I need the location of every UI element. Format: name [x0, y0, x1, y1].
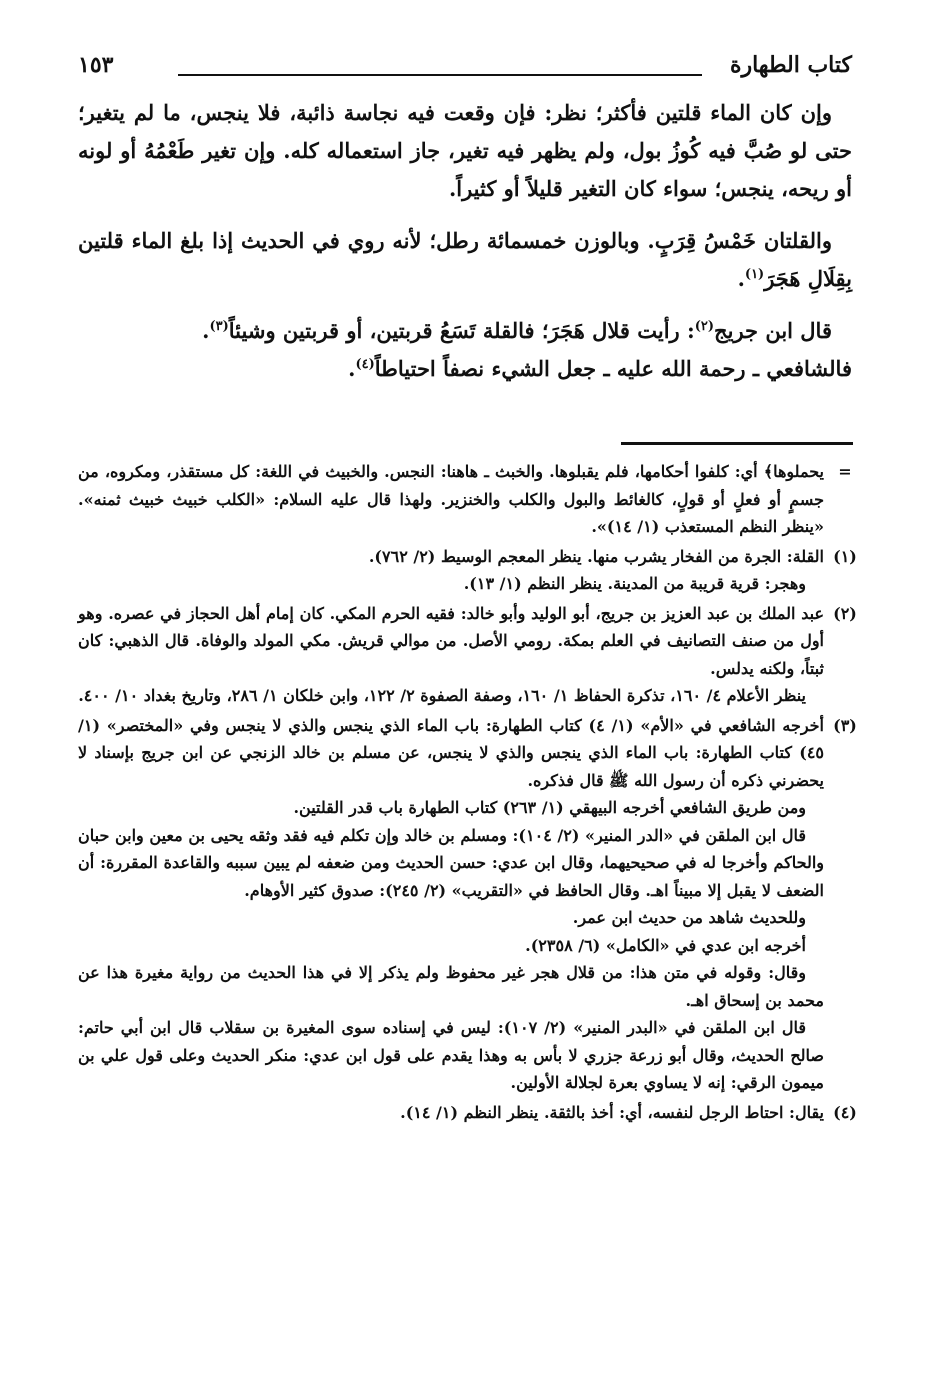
paragraph-2-text: والقلتان خَمْسُ قِرَبٍ. وبالوزن خمسمائة رطل؛ لأنه روي في الحديث إذا بلغ الماء قلتين بِقِلَالِ هَجَرَ [78, 228, 852, 291]
footnote-line: ينظر الأعلام ٤/ ١٦٠، تذكرة الحفاظ ١/ ١٦٠، وصفة الصفوة ٢/ ١٢٢، وابن خلكان ١/ ٢٨٦، وتاريخ بغداد ١٠/ ٤٠٠. [78, 686, 806, 705]
paragraph-3 [78, 312, 852, 388]
footnote-separator [621, 442, 853, 445]
paragraph-3-text: قال ابن جريج [714, 318, 832, 343]
main-text [78, 94, 852, 402]
page-number: ١٥٣ [78, 52, 114, 78]
paragraph-4-end: . [348, 356, 356, 381]
running-header [78, 52, 852, 86]
footnote-line: قال ابن الملقن في «البدر المنير» (٢/ ١٠٧): ليس في إسناده سوى المغيرة بن سقلاب قال ابن أبي حاتم: صالح الحديث، وقال أبو زرعة جزري لا بأس به وهذا يقدم على قول ابن عدي: منكر الحديث وعلى قول علي بن ميمون الرقي: إنه لا يساوي بعرة لجلالة الأولين. [78, 1018, 825, 1092]
footnote-1-marker: (١) [833, 546, 857, 566]
footnote-4 [78, 1099, 857, 1127]
footnote-ref-3[interactable]: (٣) [209, 319, 229, 334]
paragraph-2: والقلتان خَمْسُ قِرَبٍ. وبالوزن خمسمائة رطل؛ لأنه روي في الحديث إذا بلغ الماء قلتين بِقِلَالِ هَجَرَ$^{(١)}$. [78, 228, 852, 291]
chapter-title: كتاب الطهارة [729, 52, 852, 78]
footnote-line: القلة: الجرة من الفخار يشرب منها. ينظر المعجم الوسيط (٢/ ٧٦٢). [368, 546, 824, 566]
footnote-line: عبد الملك بن عبد العزيز بن جريج، أبو الوليد وأبو خالد: فقيه الحرم المكي. كان إمام أهل الحجاز في عصره. وهو أول من صنف التصانيف في العلم بمكة. رومي الأصل. من موالي قريش. مكي المولد والوفاة. قال الذهبي: كان ثبتاً، ولكنه يدلس. [78, 603, 824, 678]
paragraph-3-quote: : رأيت قلال هَجَرَ؛ فالقلة تَسَعُ قربتين، أو قربتين وشيئاً [228, 318, 695, 343]
footnote-ref-1[interactable]: (١) [744, 267, 765, 282]
footnotes-section [78, 458, 857, 1128]
footnote-ref-4[interactable]: (٤) [355, 357, 375, 372]
footnote-2 [78, 600, 857, 710]
footnote-4-marker: (٤) [833, 1102, 857, 1122]
footnote-2-marker: (٢) [833, 603, 857, 623]
footnote-line: أخرجه الشافعي في «الأم» (١/ ٤) كتاب الطهارة: باب الماء الذي ينجس والذي لا ينجس وفي «المختصر» (١/ ٤٥) كتاب الطهارة: باب الماء الذي ينجس والذي لا ينجس، عن مسلم بن خالد الزنجي عن ابن جريج بإسناد لا يحضرني ذكره أن رسول الله ﷺ قال فذكره. [78, 715, 825, 790]
footnote-line: وقال: وقوله في متن هذا: من قلال هجر غير محفوظ ولم يذكر إلا في هذا الحديث من رواية مغيرة هذا عن محمد بن إسحاق اهـ. [78, 963, 824, 1010]
footnote-line: قال ابن الملقن في «الدر المنير» (٢/ ١٠٤): ومسلم بن خالد وإن تكلم فيه فقد وثقه يحيى بن معين وابن حبان والحاكم وأخرجا له في صحيحيهما، وقال ابن عدي: حسن الحديث ومن ضعفه لم يبين سببه والقاعدة المقررة: أن الضعف لا يقبل إلا مبيناً اهـ. وقال الحافظ في «التقريب» (٢/ ٢٤٥): صدوق كثير الأوهام. [78, 825, 824, 900]
footnote-line: ومن طريق الشافعي أخرجه البيهقي (١/ ٢٦٣) كتاب الطهارة باب قدر القلتين. [293, 798, 806, 817]
continuation-marker: = [838, 462, 852, 481]
header-rule [178, 74, 702, 76]
paragraph-3-end: . [202, 318, 210, 343]
footnote-line: وهجر: قرية قريبة من المدينة. ينظر النظم (١/ ١٣). [463, 574, 806, 593]
paragraph-1 [78, 94, 852, 208]
footnote-line: يحملوها﴾ أي: كلفوا أحكامها، فلم يقبلوها. والخبث ـ هاهنا: النجس. والخبيث في اللغة: كل مستقذر، ومكروه، من جسمٍ أو فعلٍ أو قولٍ، كالغائط والبول والكلب والخنزير. ولهذا قال عليه السلام: «الكلب خبيث خبيث ثمنه». «ينظر النظم المستعذب (١/ ١٤)». [78, 462, 824, 536]
paragraph-1-text: وإن كان الماء قلتين فأكثر؛ نظر: فإن وقعت فيه نجاسة ذائبة، فلا ينجس، ما لم يتغير؛ حتى لو صُبَّ فيه كُوزُ بول، ولم يظهر فيه تغير، جاز استعماله كله. وإن تغير طَعْمُهُ أو لونه أو ريحه، ينجس؛ سواء كان التغير قليلاً أو كثيراً. [78, 100, 852, 201]
footnote-1 [78, 543, 857, 598]
footnote-line: أخرجه ابن عدي في «الكامل» (٦/ ٢٣٥٨). [525, 935, 806, 955]
footnote-3-marker: (٣) [833, 715, 857, 735]
footnote-continuation [78, 458, 852, 541]
footnote-3 [78, 712, 857, 1097]
paragraph-4-text: فالشافعي ـ رحمة الله عليه ـ جعل الشيء نصفاً احتياطاً [374, 356, 852, 381]
footnote-line: يقال: احتاط الرجل لنفسه، أي: أخذ بالثقة. ينظر النظم (١/ ١٤). [400, 1102, 824, 1122]
footnote-line: وللحديث شاهد من حديث ابن عمر. [572, 908, 806, 927]
footnote-ref-2[interactable]: (٢) [694, 319, 715, 334]
